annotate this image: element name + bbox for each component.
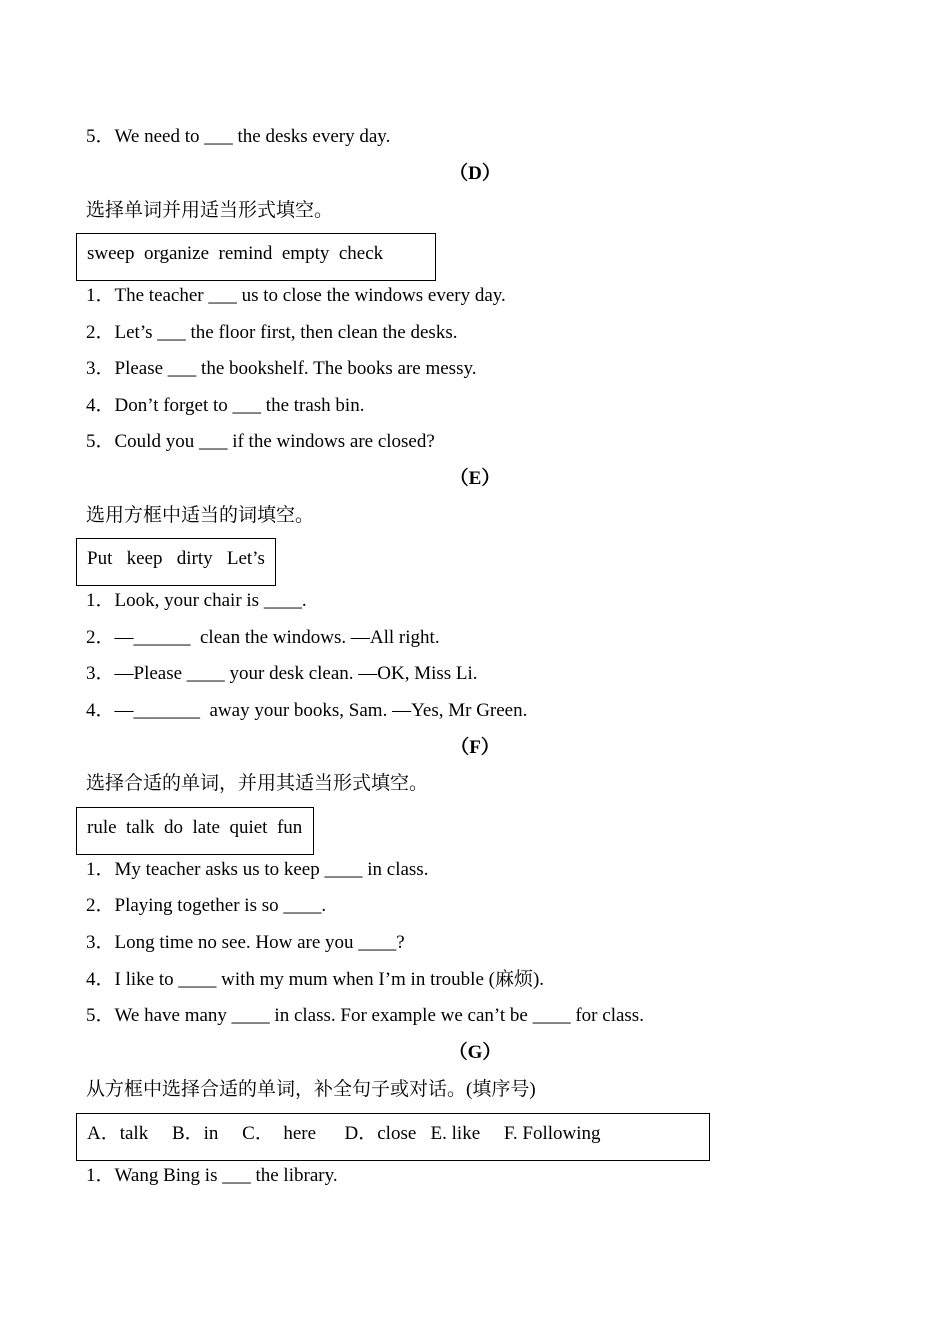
word-box-d: sweep organize remind empty check [76, 233, 436, 281]
section-instruction-g: 从方框中选择合适的单词，补全句子或对话。(填序号) [86, 1079, 536, 1100]
section-heading-g: （G） [448, 1042, 502, 1063]
question-line: 4．Don’t forget to ___ the trash bin. [86, 395, 365, 416]
question-line: 3．—Please ____ your desk clean. —OK, Miss Li. [86, 663, 478, 684]
section-instruction-e: 选用方框中适当的词填空。 [86, 505, 315, 526]
question-line: 4．—_______ away your books, Sam. —Yes, Mr Green. [86, 700, 528, 721]
word-box-f: rule talk do late quiet fun [76, 807, 314, 855]
section-instruction-d: 选择单词并用适当形式填空。 [86, 200, 334, 221]
word-box-e: Put keep dirty Let’s [76, 538, 276, 586]
question-line: 5．Could you ___ if the windows are closed? [86, 431, 435, 452]
question-line: 3．Please ___ the bookshelf. The books are messy. [86, 358, 477, 379]
question-line: 3．Long time no see. How are you ____? [86, 932, 405, 953]
question-line: 1．Look, your chair is ____. [86, 590, 307, 611]
word-box-g: A．talk B．in C． here D．close E. like F. Following [76, 1113, 710, 1161]
question-line: 2．—______ clean the windows. —All right. [86, 627, 440, 648]
question-line: 1．The teacher ___ us to close the windows every day. [86, 285, 506, 306]
section-instruction-f: 选择合适的单词，并用其适当形式填空。 [86, 773, 429, 794]
question-line: 5．We need to ___ the desks every day. [86, 126, 391, 147]
section-heading-e: （E） [449, 468, 501, 489]
section-heading-d: （D） [449, 163, 501, 184]
question-line: 1．My teacher asks us to keep ____ in class. [86, 859, 429, 880]
question-line: 2．Playing together is so ____. [86, 895, 327, 916]
question-line: 5．We have many ____ in class. For example we can’t be ____ for class. [86, 1005, 644, 1026]
question-line: 2．Let’s ___ the floor first, then clean the desks. [86, 322, 458, 343]
question-line: 1．Wang Bing is ___ the library. [86, 1165, 338, 1186]
question-line: 4．I like to ____ with my mum when I’m in trouble (麻烦). [86, 969, 545, 990]
section-heading-f: （F） [450, 737, 500, 758]
